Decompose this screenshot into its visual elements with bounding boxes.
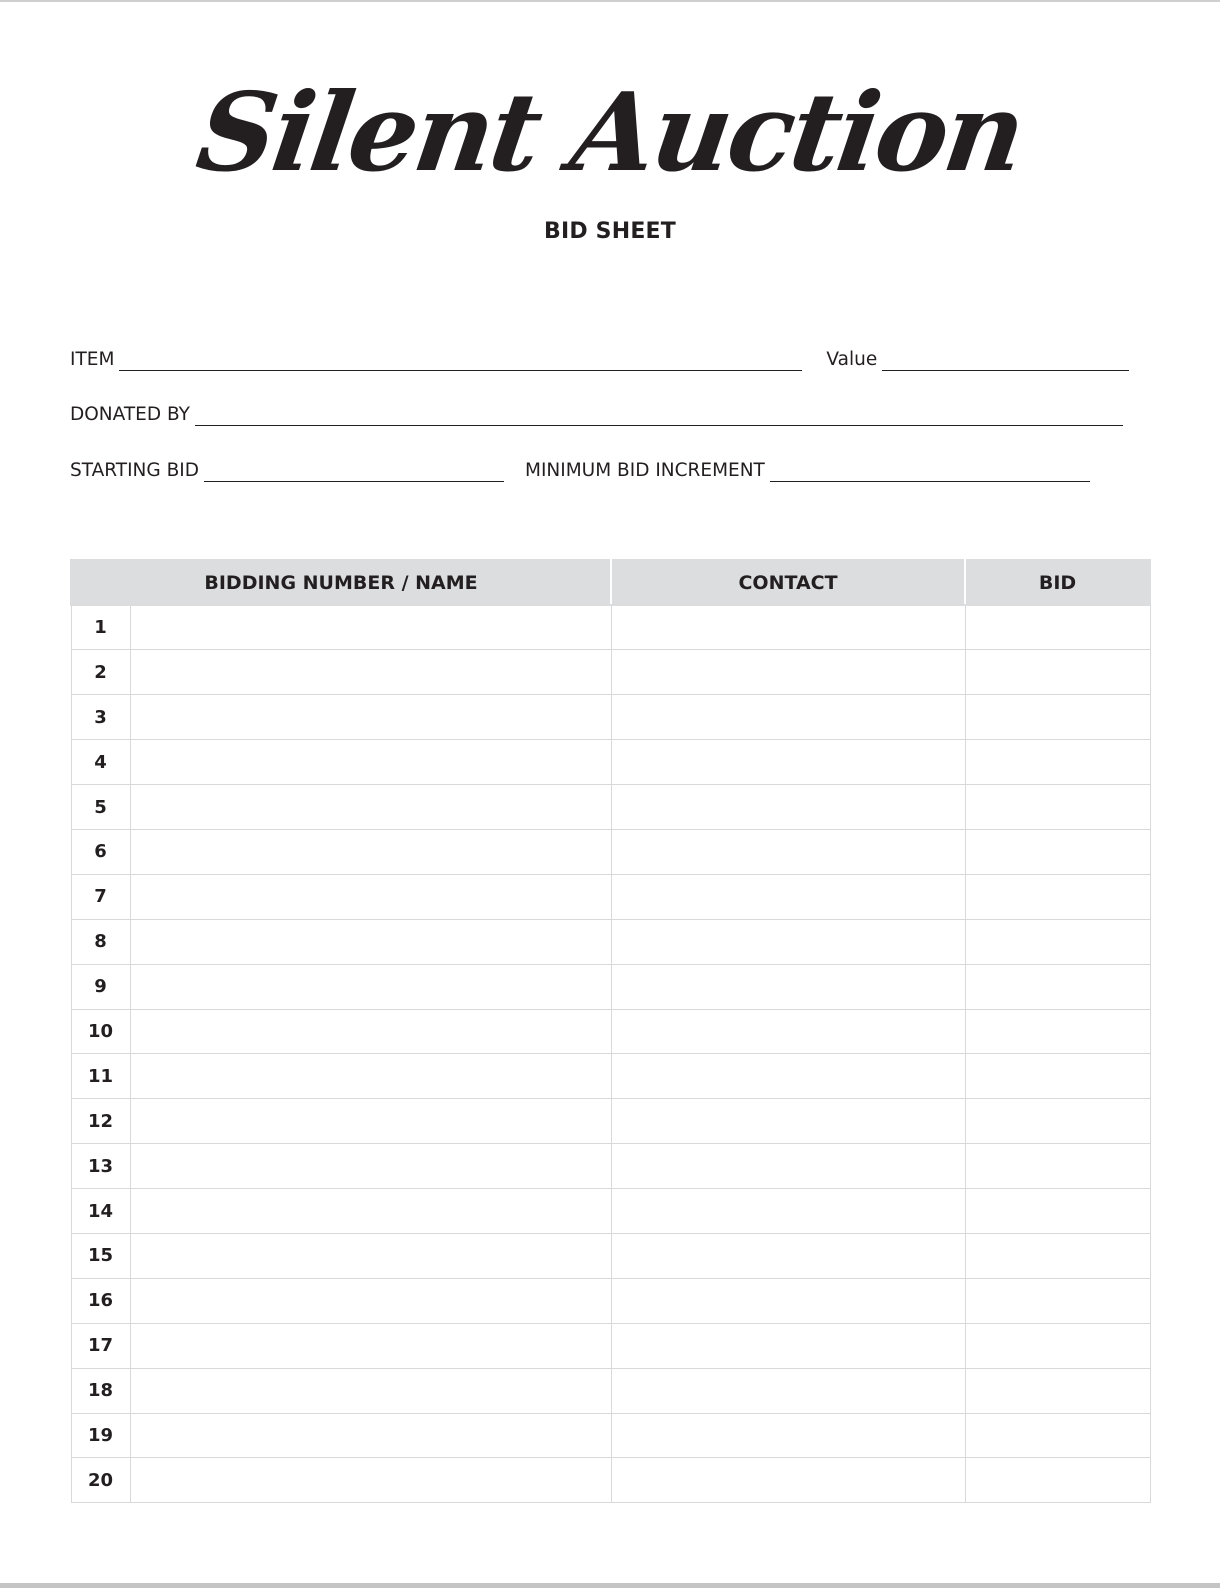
bid-cell[interactable]	[965, 1233, 1150, 1278]
minimum-bid-increment-label: MINIMUM BID INCREMENT	[524, 460, 765, 481]
table-row	[71, 785, 1150, 830]
table-row	[71, 1278, 1150, 1323]
donated-by-field[interactable]	[195, 408, 1123, 426]
header-bidding-number-name: BIDDING NUMBER / NAME	[71, 560, 611, 605]
bid-cell[interactable]	[965, 874, 1150, 919]
bid-cell[interactable]	[965, 1054, 1150, 1099]
header-contact: CONTACT	[611, 560, 965, 605]
bid-cell[interactable]	[965, 605, 1150, 650]
table-row	[71, 1368, 1150, 1413]
bid-settings-row	[70, 456, 1090, 482]
bid-cell[interactable]	[965, 1099, 1150, 1144]
donated-by-label: DONATED BY	[70, 404, 190, 425]
contact-cell[interactable]	[611, 1054, 965, 1099]
table-body	[71, 605, 1150, 1503]
bid-cell[interactable]	[965, 650, 1150, 695]
contact-cell[interactable]	[611, 1189, 965, 1234]
table-row	[71, 919, 1150, 964]
row-number: 5	[71, 785, 130, 830]
bid-cell[interactable]	[965, 785, 1150, 830]
row-number: 14	[71, 1189, 130, 1234]
contact-cell[interactable]	[611, 785, 965, 830]
contact-cell[interactable]	[611, 964, 965, 1009]
bid-cell[interactable]	[965, 1323, 1150, 1368]
name-cell[interactable]	[130, 874, 611, 919]
name-cell[interactable]	[130, 1233, 611, 1278]
table-row	[71, 1099, 1150, 1144]
name-cell[interactable]	[130, 1189, 611, 1234]
table-row	[71, 650, 1150, 695]
bid-cell[interactable]	[965, 695, 1150, 740]
row-number: 4	[71, 740, 130, 785]
page-bottom-edge	[0, 1583, 1220, 1588]
name-cell[interactable]	[130, 1278, 611, 1323]
bid-cell[interactable]	[965, 1144, 1150, 1189]
row-number: 7	[71, 874, 130, 919]
contact-cell[interactable]	[611, 1233, 965, 1278]
row-number: 13	[71, 1144, 130, 1189]
value-field[interactable]	[882, 353, 1129, 371]
name-cell[interactable]	[130, 1368, 611, 1413]
row-number: 15	[71, 1233, 130, 1278]
contact-cell[interactable]	[611, 1458, 965, 1503]
table-row	[71, 1054, 1150, 1099]
name-cell[interactable]	[130, 785, 611, 830]
contact-cell[interactable]	[611, 1413, 965, 1458]
name-cell[interactable]	[130, 1458, 611, 1503]
name-cell[interactable]	[130, 1323, 611, 1368]
contact-cell[interactable]	[611, 1368, 965, 1413]
row-number: 2	[71, 650, 130, 695]
row-number: 10	[71, 1009, 130, 1054]
bid-cell[interactable]	[965, 1458, 1150, 1503]
name-cell[interactable]	[130, 829, 611, 874]
bid-cell[interactable]	[965, 1413, 1150, 1458]
bid-cell[interactable]	[965, 1278, 1150, 1323]
contact-cell[interactable]	[611, 829, 965, 874]
table-header-row	[71, 560, 1150, 605]
bid-table	[70, 559, 1151, 1503]
contact-cell[interactable]	[611, 919, 965, 964]
contact-cell[interactable]	[611, 605, 965, 650]
table-row	[71, 1413, 1150, 1458]
table-row	[71, 874, 1150, 919]
minimum-bid-increment-field[interactable]	[770, 464, 1090, 482]
contact-cell[interactable]	[611, 650, 965, 695]
row-number: 20	[71, 1458, 130, 1503]
contact-cell[interactable]	[611, 1278, 965, 1323]
row-number: 3	[71, 695, 130, 740]
row-number: 9	[71, 964, 130, 1009]
name-cell[interactable]	[130, 1413, 611, 1458]
row-number: 8	[71, 919, 130, 964]
table-row	[71, 1144, 1150, 1189]
row-number: 6	[71, 829, 130, 874]
table-row	[71, 740, 1150, 785]
table-row	[71, 695, 1150, 740]
table-row	[71, 964, 1150, 1009]
contact-cell[interactable]	[611, 695, 965, 740]
contact-cell[interactable]	[611, 1323, 965, 1368]
table-row	[71, 1233, 1150, 1278]
name-cell[interactable]	[130, 964, 611, 1009]
contact-cell[interactable]	[611, 874, 965, 919]
name-cell[interactable]	[130, 695, 611, 740]
name-cell[interactable]	[130, 605, 611, 650]
header-bid: BID	[965, 560, 1150, 605]
name-cell[interactable]	[130, 919, 611, 964]
table-row	[71, 1009, 1150, 1054]
contact-cell[interactable]	[611, 1009, 965, 1054]
row-number: 1	[71, 605, 130, 650]
document-subtitle: BID SHEET	[544, 219, 676, 244]
name-cell[interactable]	[130, 1099, 611, 1144]
starting-bid-label: STARTING BID	[70, 460, 199, 481]
bid-cell[interactable]	[965, 829, 1150, 874]
contact-cell[interactable]	[611, 1144, 965, 1189]
contact-cell[interactable]	[611, 740, 965, 785]
name-cell[interactable]	[130, 1054, 611, 1099]
contact-cell[interactable]	[611, 1099, 965, 1144]
item-value-row	[70, 345, 1129, 371]
item-field[interactable]	[119, 353, 802, 371]
row-number: 16	[71, 1278, 130, 1323]
bid-cell[interactable]	[965, 919, 1150, 964]
starting-bid-field[interactable]	[204, 464, 504, 482]
table-row	[71, 1458, 1150, 1503]
row-number: 17	[71, 1323, 130, 1368]
bid-cell[interactable]	[965, 1189, 1150, 1234]
row-number: 19	[71, 1413, 130, 1458]
table-row	[71, 829, 1150, 874]
page-top-edge	[0, 0, 1220, 2]
bid-cell[interactable]	[965, 964, 1150, 1009]
bid-cell[interactable]	[965, 1368, 1150, 1413]
row-number: 11	[71, 1054, 130, 1099]
bid-cell[interactable]	[965, 740, 1150, 785]
name-cell[interactable]	[130, 1009, 611, 1054]
item-label: ITEM	[70, 349, 115, 370]
donated-by-row	[70, 400, 1123, 426]
table-row	[71, 1189, 1150, 1234]
row-number: 18	[71, 1368, 130, 1413]
row-number: 12	[71, 1099, 130, 1144]
bid-cell[interactable]	[965, 1009, 1150, 1054]
name-cell[interactable]	[130, 1144, 611, 1189]
table-row	[71, 605, 1150, 650]
table-row	[71, 1323, 1150, 1368]
value-label: Value	[826, 349, 878, 370]
document-title: Silent Auction	[189, 70, 1031, 196]
name-cell[interactable]	[130, 740, 611, 785]
name-cell[interactable]	[130, 650, 611, 695]
